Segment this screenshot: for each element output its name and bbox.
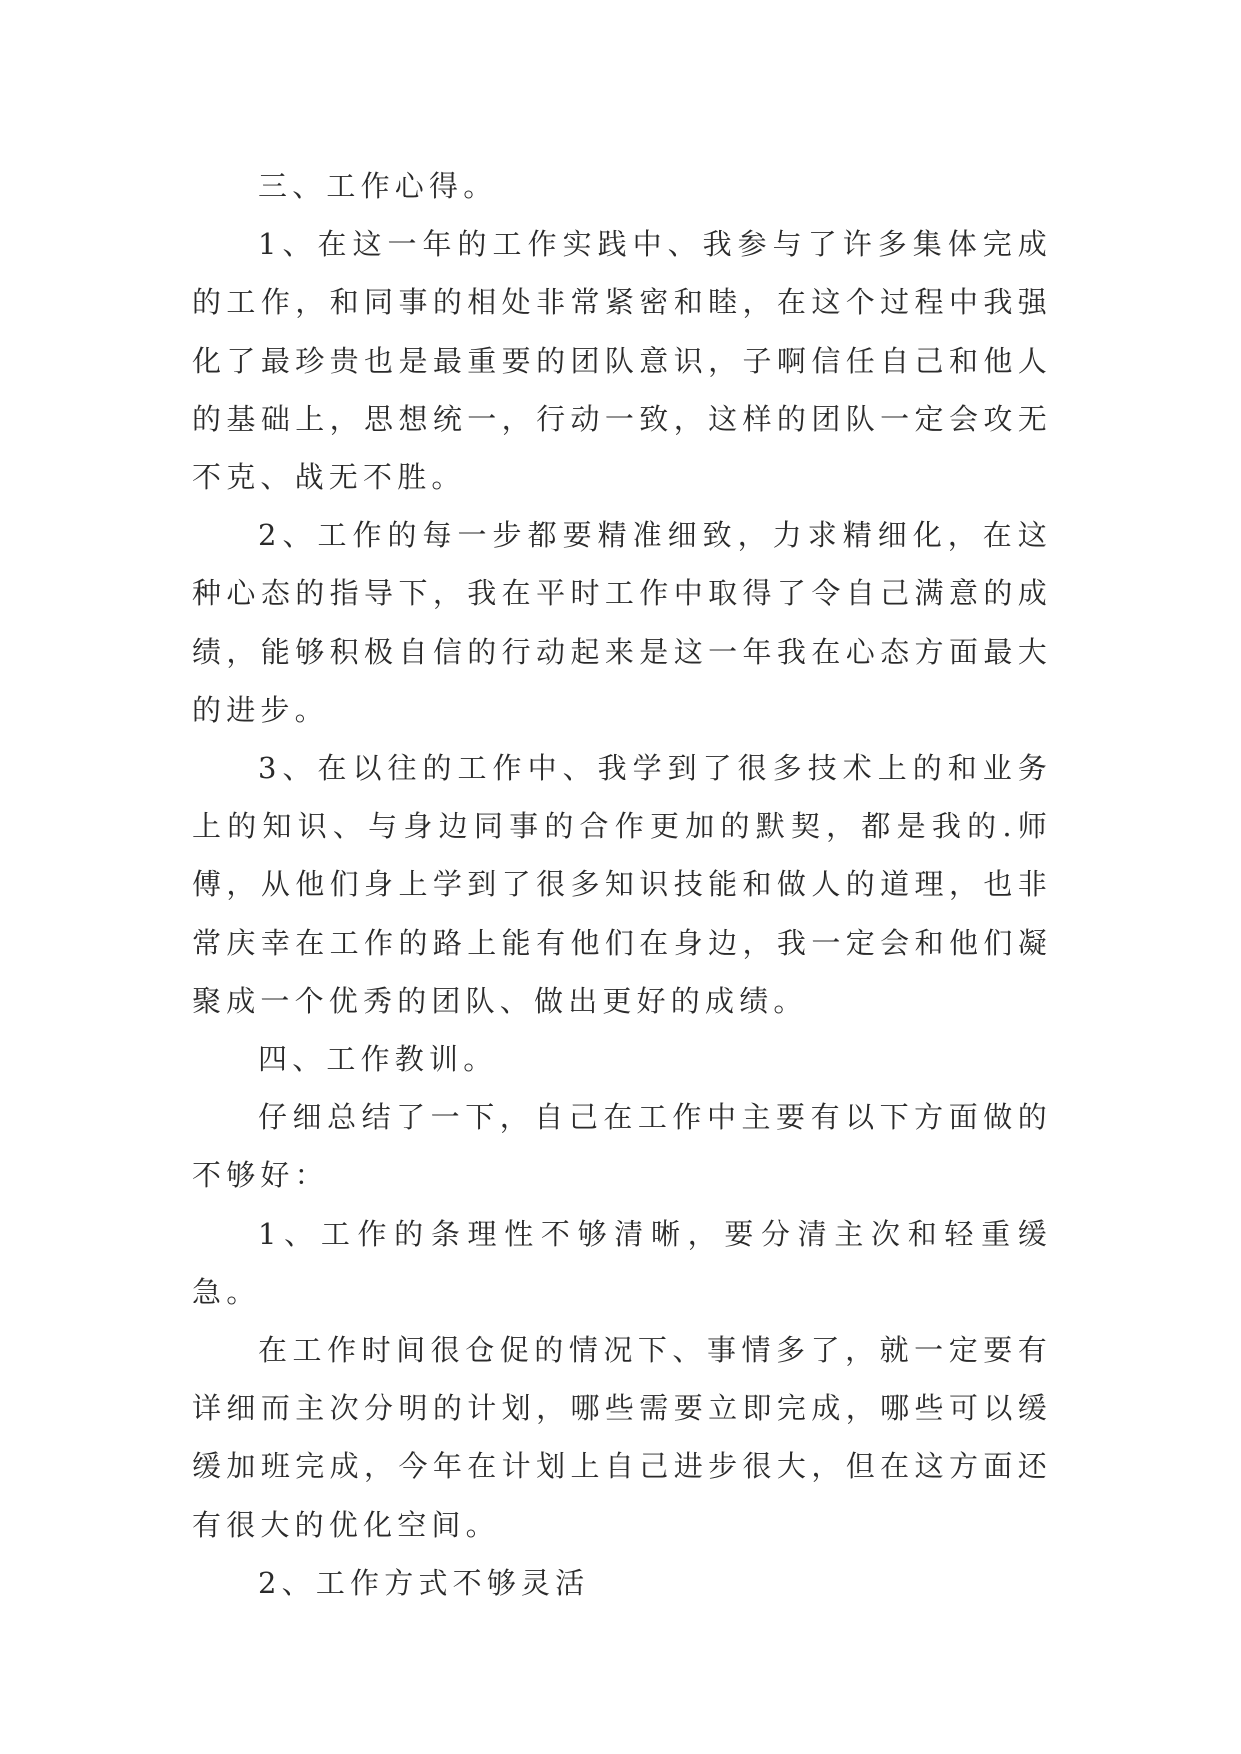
section-heading-work-lessons: 四、工作教训。	[258, 1042, 498, 1077]
paragraph-learning: 3、在以往的工作中、我学到了很多技术上的和业务上的知识、与身边同事的合作更加的默契，都是我的.师傅，从他们身上学到了很多知识技能和做人的道理，也非常庆幸在工作的路上能有他们在身边，我一定会和他们凝聚成一个优秀的团队、做出更好的成绩。	[192, 751, 1052, 1018]
paragraph-teamwork: 1、在这一年的工作实践中、我参与了许多集体完成的工作，和同事的相处非常紧密和睦，在这个过程中我强化了最珍贵也是最重要的团队意识，子啊信任自己和他人的基础上，思想统一，行动一致，这样的团队一定会攻无不克、战无不胜。	[192, 227, 1052, 495]
paragraph-planning: 在工作时间很仓促的情况下、事情多了，就一定要有详细而主次分明的计划，哪些需要立即完成，哪些可以缓缓加班完成，今年在计划上自己进步很大，但在这方面还有很大的优化空间。	[192, 1333, 1052, 1542]
section-heading-work-experience: 三、工作心得。	[258, 169, 498, 203]
paragraph-lesson-organization: 1、工作的条理性不够清晰，要分清主次和轻重缓急。	[192, 1216, 1052, 1309]
paragraph-precision: 2、工作的每一步都要精准细致，力求精细化，在这种心态的指导下，我在平时工作中取得了令自己满意的成绩，能够积极自信的行动起来是这一年我在心态方面最大的进步。	[192, 518, 1052, 727]
paragraph-summary-intro: 仔细总结了一下，自己在工作中主要有以下方面做的不够好：	[192, 1100, 1052, 1193]
paragraph-lesson-flexibility: 2、工作方式不够灵活	[258, 1565, 590, 1600]
document-body	[192, 157, 1052, 1612]
